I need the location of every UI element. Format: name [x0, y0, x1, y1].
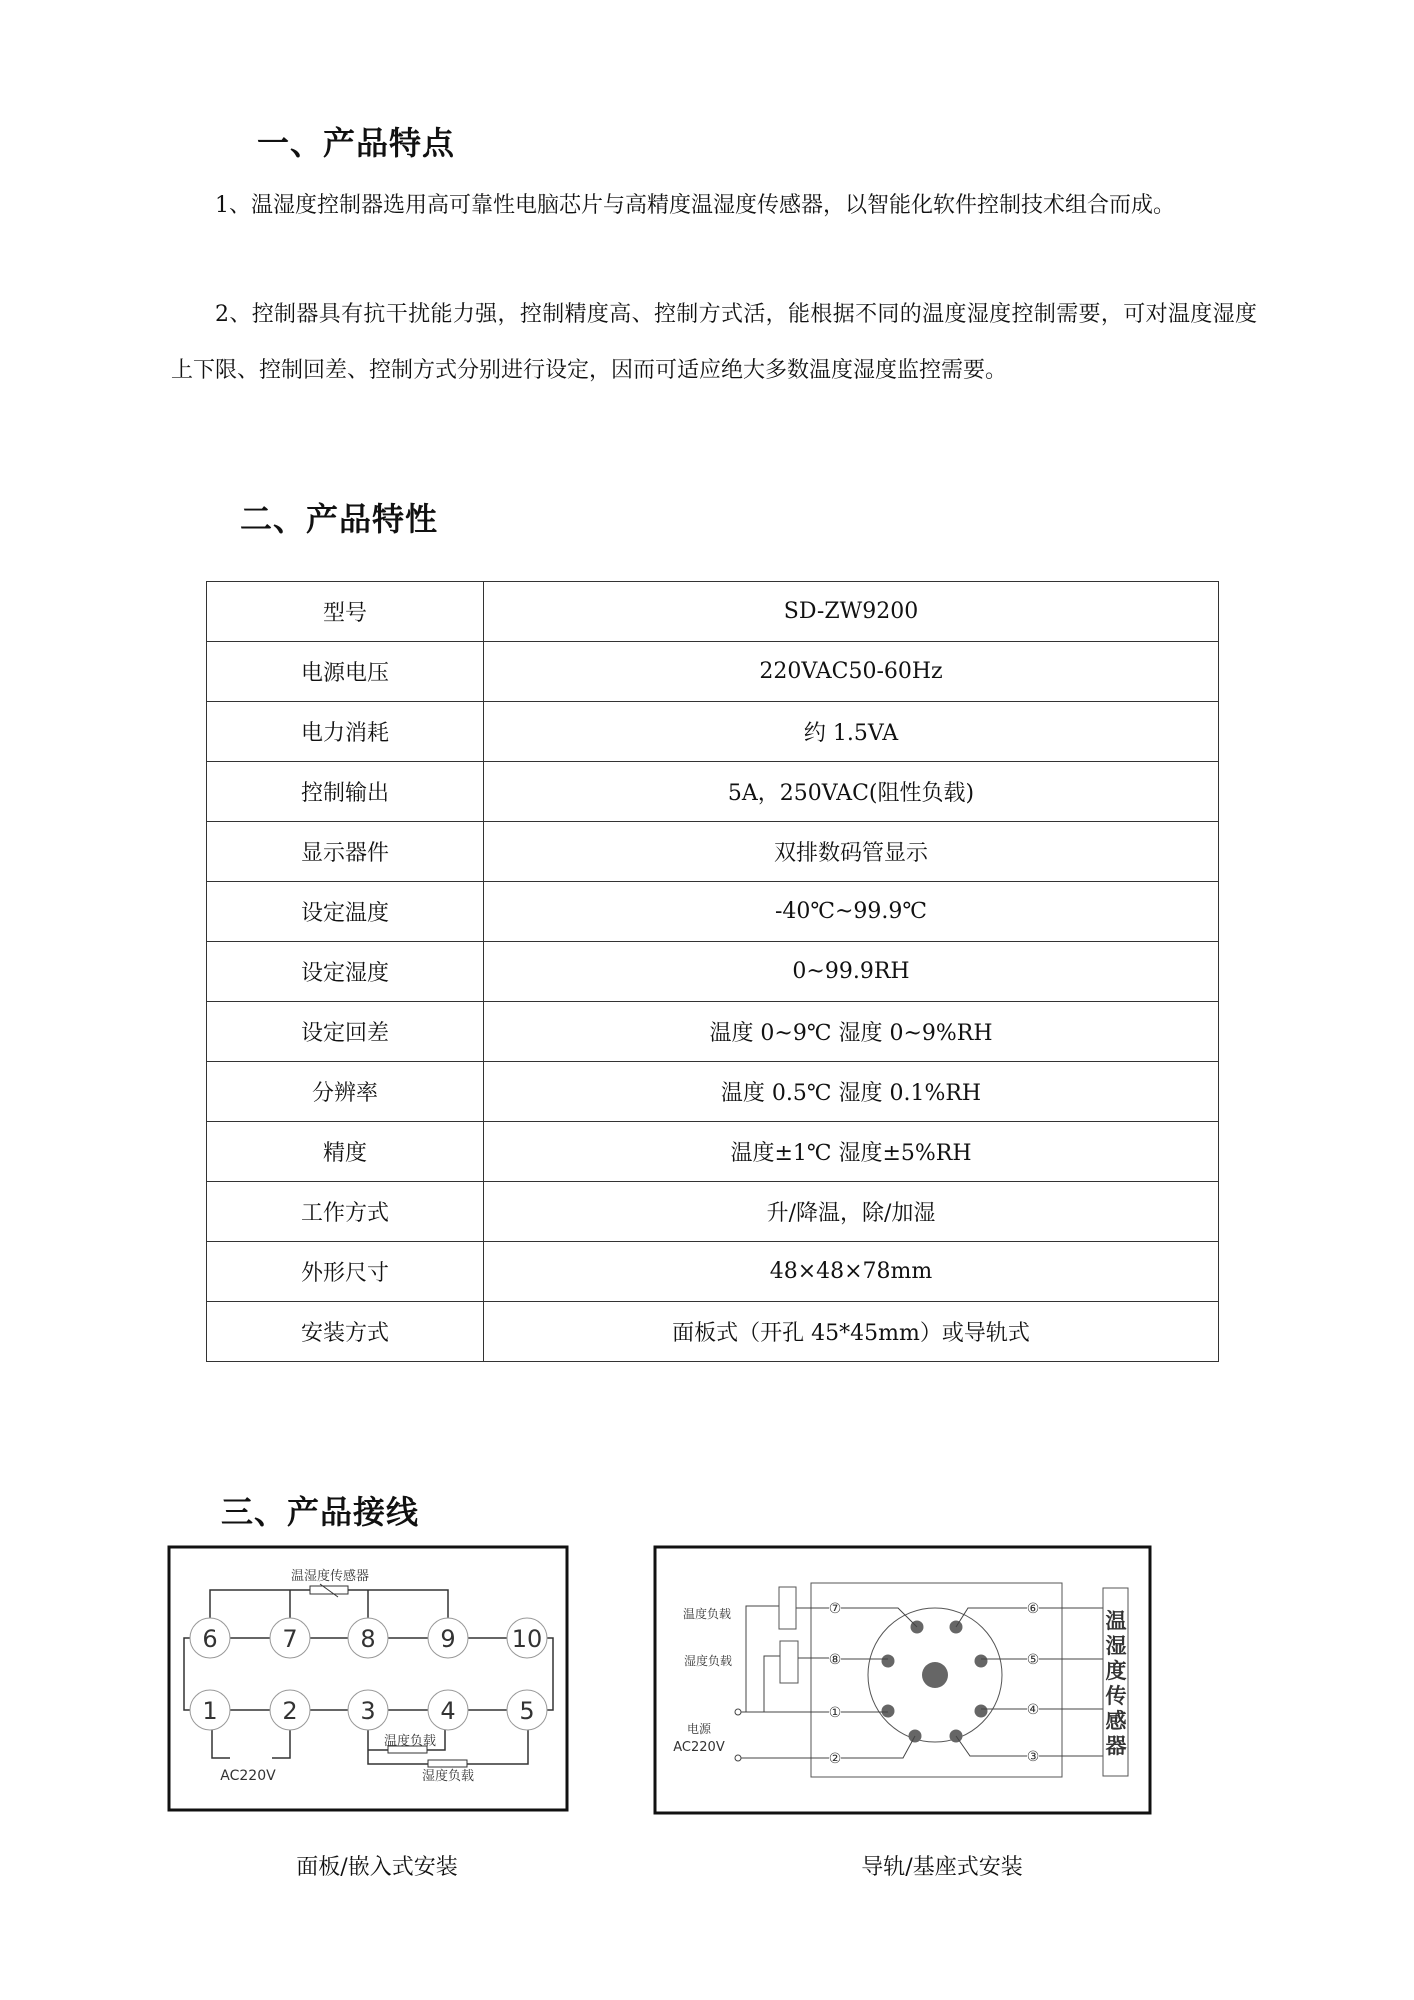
spec-row — [207, 1242, 1219, 1302]
terminal-number: ⑤ — [1026, 1652, 1040, 1668]
hum-load-label: 湿度负载 — [683, 1654, 733, 1668]
sensor-label-char: 器 — [1105, 1734, 1127, 1758]
spec-row — [207, 1122, 1219, 1182]
spec-value: 0~99.9RH — [484, 942, 1219, 1002]
terminal-number: 6 — [202, 1625, 218, 1653]
spec-value: 48×48×78mm — [484, 1242, 1219, 1302]
terminal-number: ⑧ — [828, 1652, 842, 1668]
spec-value: 220VAC50-60Hz — [484, 642, 1219, 702]
paragraph-2 — [171, 287, 1257, 399]
terminal-number: ② — [828, 1751, 842, 1767]
terminal-number: ④ — [1026, 1702, 1040, 1718]
spec-row — [207, 642, 1219, 702]
terminal-number: 9 — [440, 1625, 456, 1653]
spec-value: -40℃~99.9℃ — [484, 882, 1219, 942]
power-voltage-label: AC220V — [673, 1740, 725, 1755]
spec-key: 设定回差 — [207, 1002, 484, 1062]
spec-value: 温度±1℃ 湿度±5%RH — [484, 1122, 1219, 1182]
terminal-number: 4 — [440, 1697, 456, 1725]
terminal-number: ⑥ — [1026, 1601, 1040, 1617]
power-label: 电源 — [686, 1722, 712, 1736]
panel-caption: 面板/嵌入式安装 — [296, 1855, 458, 1880]
terminal-number: ③ — [1026, 1749, 1040, 1765]
spec-key: 工作方式 — [207, 1182, 484, 1242]
spec-value: 温度 0.5℃ 湿度 0.1%RH — [484, 1062, 1219, 1122]
spec-value: 温度 0~9℃ 湿度 0~9%RH — [484, 1002, 1219, 1062]
section3-heading: 三、产品接线 — [221, 1493, 420, 1531]
spec-key: 分辨率 — [207, 1062, 484, 1122]
paragraph-1-text: 1、温湿度控制器选用高可靠性电脑芯片与高精度温湿度传感器，以智能化软件控制技术组合而成。 — [215, 193, 1176, 218]
sensor-label-char: 温 — [1105, 1609, 1127, 1633]
spec-row — [207, 1182, 1219, 1242]
hum-load-label: 湿度负载 — [421, 1769, 475, 1784]
spec-value: SD-ZW9200 — [484, 582, 1219, 642]
spec-row — [207, 1302, 1219, 1362]
spec-key: 安装方式 — [207, 1302, 484, 1362]
spec-row — [207, 822, 1219, 882]
spec-value: 面板式（开孔 45*45mm）或导轨式 — [484, 1302, 1219, 1362]
hum-load-icon — [428, 1760, 467, 1767]
spec-key: 电源电压 — [207, 642, 484, 702]
terminal-number: 1 — [202, 1697, 218, 1725]
spec-row — [207, 582, 1219, 642]
terminal-number: ① — [828, 1705, 842, 1721]
spec-key: 显示器件 — [207, 822, 484, 882]
temp-load-icon — [779, 1587, 796, 1629]
sensor-label-char: 传 — [1105, 1684, 1127, 1708]
terminal-number: ⑦ — [828, 1601, 842, 1617]
spec-value: 约 1.5VA — [484, 702, 1219, 762]
spec-value: 双排数码管显示 — [484, 822, 1219, 882]
sensor-label-char: 度 — [1105, 1659, 1127, 1683]
terminal-number: 7 — [282, 1625, 298, 1653]
section2-heading: 二、产品特性 — [240, 500, 439, 538]
spec-key: 设定温度 — [207, 882, 484, 942]
spec-key: 型号 — [207, 582, 484, 642]
paragraph-1 — [171, 178, 1257, 234]
rail-wiring-diagram — [650, 1540, 1240, 1840]
spec-row — [207, 942, 1219, 1002]
sensor-label: 温湿度传感器 — [290, 1569, 370, 1584]
spec-table — [206, 581, 1219, 1362]
center-key-icon — [922, 1662, 948, 1688]
sensor-label-char: 感 — [1105, 1709, 1127, 1733]
paragraph-2-text: 2、控制器具有抗干扰能力强，控制精度高、控制方式活，能根据不同的温度湿度控制需要，可对温度湿度上下限、控制回差、控制方式分别进行设定，因而可适应绝大多数温度湿度监控需要。 — [171, 302, 1257, 383]
terminal-number: 10 — [511, 1625, 543, 1653]
spec-key: 精度 — [207, 1122, 484, 1182]
spec-row — [207, 1002, 1219, 1062]
terminal-number: 2 — [282, 1697, 298, 1725]
spec-value: 升/降温，除/加湿 — [484, 1182, 1219, 1242]
hum-load-icon — [780, 1641, 798, 1683]
power-label: AC220V — [220, 1768, 276, 1784]
spec-value: 5A，250VAC(阻性负载) — [484, 762, 1219, 822]
spec-key: 外形尺寸 — [207, 1242, 484, 1302]
temp-load-label: 温度负载 — [383, 1734, 437, 1749]
panel-wiring-diagram — [160, 1540, 580, 1840]
spec-row — [207, 1062, 1219, 1122]
spec-key: 控制输出 — [207, 762, 484, 822]
spec-row — [207, 882, 1219, 942]
sensor-label-char: 湿 — [1105, 1634, 1127, 1658]
terminal-number: 5 — [519, 1697, 535, 1725]
temp-load-label: 温度负载 — [682, 1607, 732, 1621]
spec-key: 电力消耗 — [207, 702, 484, 762]
rail-caption: 导轨/基座式安装 — [861, 1855, 1023, 1880]
terminal-number: 8 — [360, 1625, 376, 1653]
spec-row — [207, 702, 1219, 762]
terminal-number: 3 — [360, 1697, 376, 1725]
spec-row — [207, 762, 1219, 822]
spec-key: 设定湿度 — [207, 942, 484, 1002]
section1-heading: 一、产品特点 — [257, 124, 456, 162]
